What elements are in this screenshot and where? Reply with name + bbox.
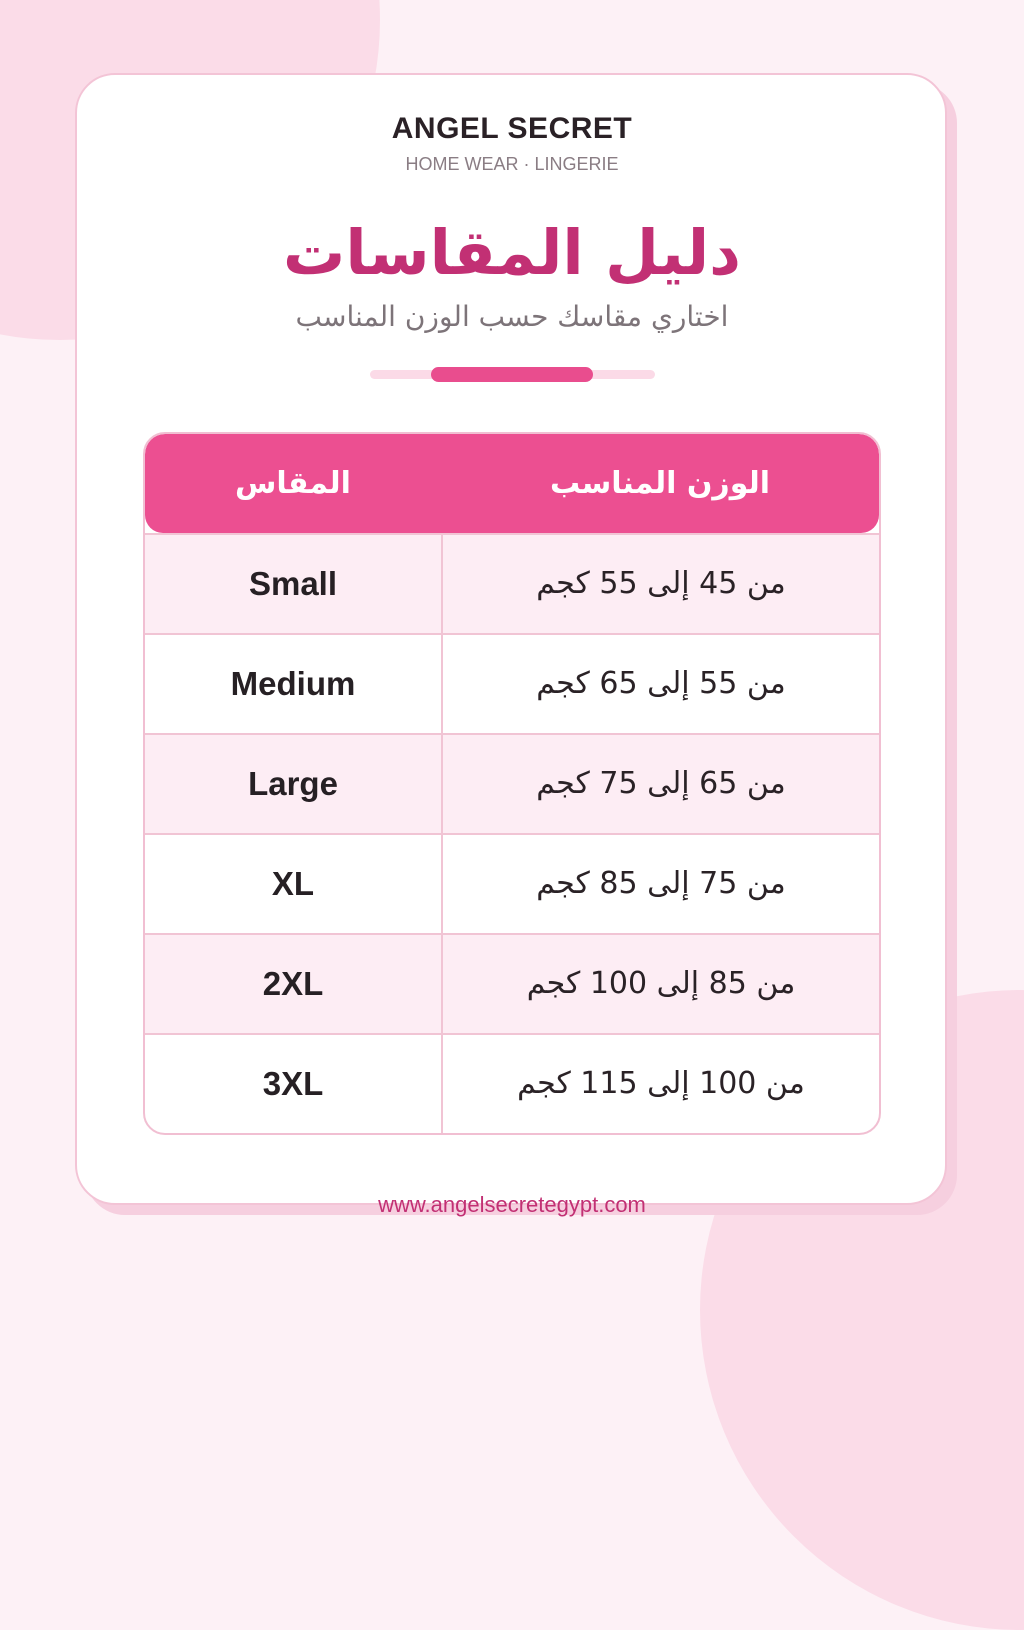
size-table bbox=[143, 432, 881, 1135]
header-weight: الوزن المناسب bbox=[549, 466, 771, 501]
table-row bbox=[145, 733, 879, 833]
website-link[interactable]: www.angelsecretegypt.com bbox=[378, 1192, 646, 1217]
table-row bbox=[145, 533, 879, 633]
table-row bbox=[145, 833, 879, 933]
weight-cell: من 65 إلى 75 كجم bbox=[441, 735, 879, 833]
weight-cell: من 45 إلى 55 كجم bbox=[441, 535, 879, 633]
table-row bbox=[145, 633, 879, 733]
size-cell: 2XL bbox=[262, 965, 324, 1002]
header-size: المقاس bbox=[235, 466, 351, 501]
weight-cell: من 75 إلى 85 كجم bbox=[441, 835, 879, 933]
page-title: دليل المقاسات bbox=[283, 216, 741, 289]
divider-accent bbox=[431, 367, 593, 382]
brand-tagline: HOME WEAR · LINGERIE bbox=[405, 154, 619, 174]
size-cell: Large bbox=[248, 765, 338, 802]
brand-name: ANGEL SECRET bbox=[391, 112, 633, 145]
table-row bbox=[145, 1033, 879, 1133]
table-header bbox=[145, 434, 879, 533]
table-row bbox=[145, 933, 879, 1033]
size-cell: Small bbox=[248, 565, 338, 602]
weight-cell: من 85 إلى 100 كجم bbox=[441, 935, 879, 1033]
size-cell: XL bbox=[271, 865, 315, 902]
page-subtitle: اختاري مقاسك حسب الوزن المناسب bbox=[295, 300, 729, 333]
weight-cell: من 100 إلى 115 كجم bbox=[441, 1035, 879, 1133]
size-cell: Medium bbox=[230, 665, 356, 702]
weight-cell: من 55 إلى 65 كجم bbox=[441, 635, 879, 733]
size-cell: 3XL bbox=[262, 1065, 324, 1102]
